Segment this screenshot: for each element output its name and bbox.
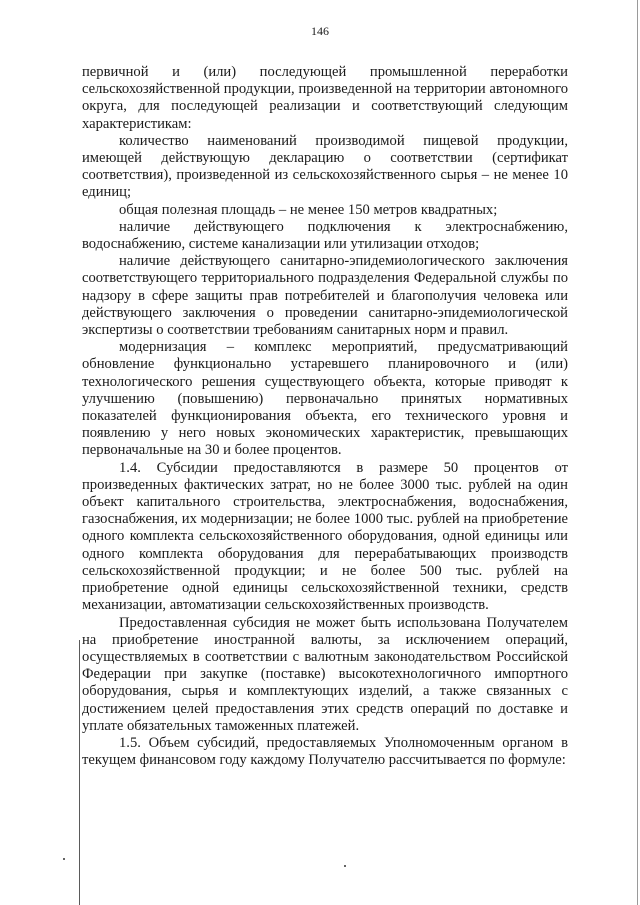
paragraph: первичной и (или) последующей промышленной переработки сельскохозяйственной продукции, произведенной на территории автономного округа, для последующей реализации и соответствующий следующим характеристикам: [82, 64, 568, 132]
scan-speck [63, 858, 65, 860]
scan-speck [344, 865, 346, 867]
page-edge-line [637, 0, 638, 905]
paragraph: количество наименований производимой пищевой продукции, имеющей действующую декларацию о соответствии (сертификат соответствия), произведенной из сельскохозяйственного сырья – не менее 10 единиц; [82, 132, 568, 201]
paragraph: наличие действующего подключения к электроснабжению, водоснабжению, системе канализации или утилизации отходов; [82, 218, 568, 253]
binding-margin-line [79, 640, 80, 905]
paragraph: модернизация – комплекс мероприятий, предусматривающий обновление функционально устаревшего планировочного и (или) технологического решения существующего объекта, которые приводят к улучшению (повышению) первоначально принятых нормативных показателей функционирования объекта, его технического уровня и появлению у него новых экономических характеристик, превышающих первоначальные на 30 и более процентов. [82, 339, 568, 459]
document-body [82, 64, 568, 769]
paragraph: 1.4. Субсидии предоставляются в размере 50 процентов от произведенных фактических затрат, но не более 3000 тыс. рублей на один объект капитального строительства, электроснабжения, водоснабжения, газоснабжения, их модернизации; не более 1000 тыс. рублей на приобретение одного комплекта сельскохозяйственного оборудования, одной единицы или одного комплекта оборудования для перерабатывающих производств сельскохозяйственной продукции; и не более 500 тыс. рублей на приобретение одной единицы сельскохозяйственной техники, средств механизации, автоматизации сельскохозяйственных производств. [82, 459, 568, 614]
page-number: 146 [311, 24, 329, 38]
paragraph: наличие действующего санитарно-эпидемиологического заключения соответствующего территориального подразделения Федеральной службы по надзору в сфере защиты прав потребителей и благополучия человека или действующего заключения о проведении санитарно-эпидемиологической экспертизы о соответствии требованиям санитарных норм и правил. [82, 253, 568, 339]
paragraph: Предоставленная субсидия не может быть использована Получателем на приобретение иностранной валюты, за исключением операций, осуществляемых в соответствии с валютным законодательством Российской Федерации при закупке (поставке) высокотехнологичного импортного оборудования, сырья и комплектующих изделий, а также связанных с достижением целей предоставления этих средств операций по доставке и уплате обязательных таможенных платежей. [82, 614, 568, 734]
paragraph: 1.5. Объем субсидий, предоставляемых Уполномоченным органом в текущем финансовом году каждому Получателю рассчитывается по формуле: [82, 734, 568, 769]
paragraph: общая полезная площадь – не менее 150 метров квадратных; [119, 201, 498, 218]
